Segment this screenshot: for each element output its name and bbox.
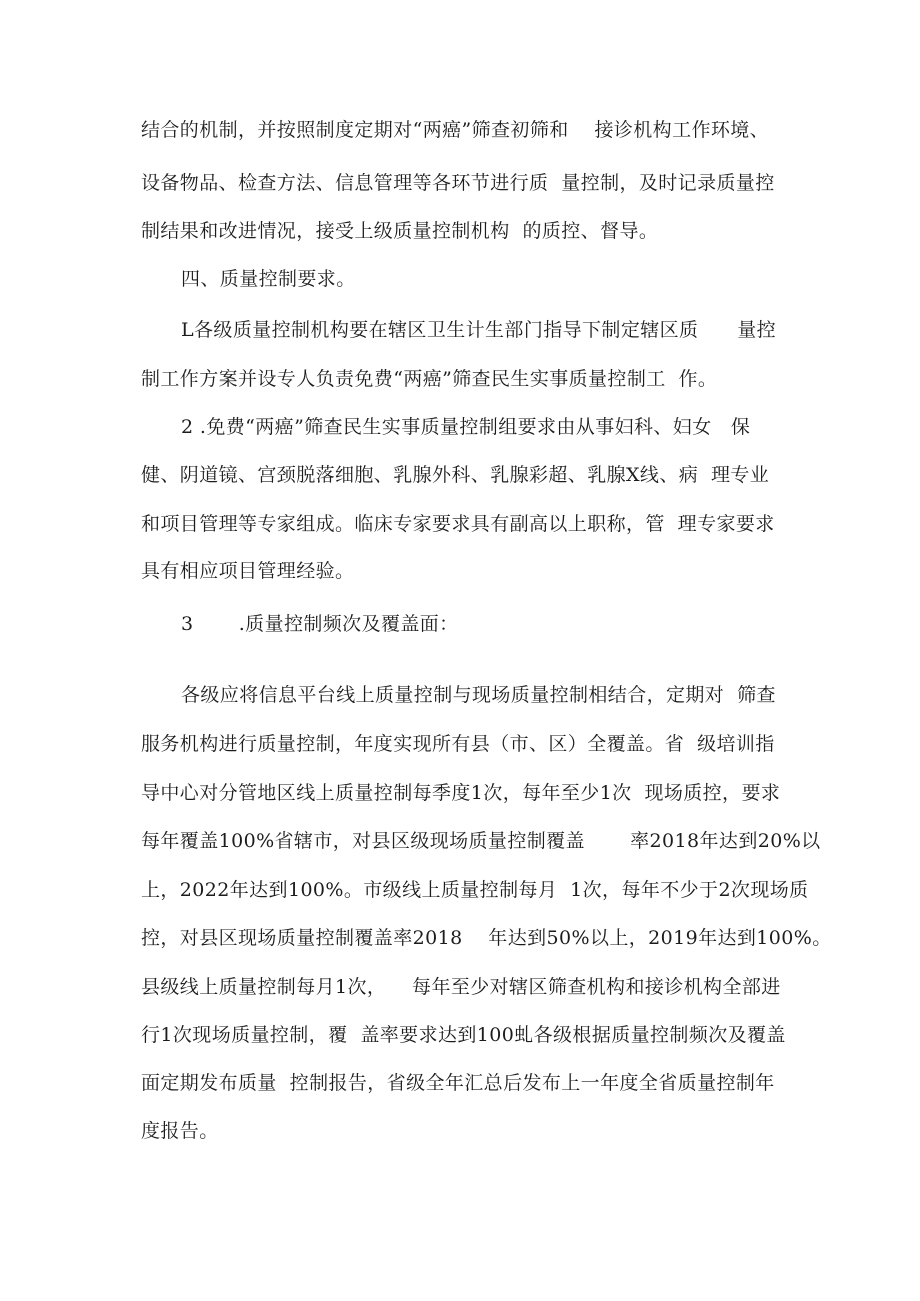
text-line: 控，对县区现场质量控制覆盖率2018 年达到50%以上，2019年达到100%。: [141, 927, 832, 949]
text-line: 健、阴道镜、宫颈脱落细胞、乳腺外科、乳腺彩超、乳腺X线、病 理专业: [141, 464, 770, 486]
text-line: 结合的机制，并按照制度定期对“两癌”筛查初筛和 接诊机构工作环境、: [141, 119, 770, 141]
text-line: 面定期发布质量 控制报告，省级全年汇总后发布上一年度全省质量控制年: [141, 1072, 775, 1094]
text-line: 2 .免费“两癌”筛查民生实事质量控制组要求由从事妇科、妇女 保: [181, 416, 751, 438]
text-line: L各级质量控制机构要在辖区卫生计生部门指导下制定辖区质 量控: [181, 319, 777, 341]
text-line: 各级应将信息平台线上质量控制与现场质量控制相结合，定期对 筛查: [181, 684, 776, 706]
subsection-heading: 3 .质量控制频次及覆盖面：: [181, 613, 459, 635]
text-line: 上，2022年达到100%。市级线上质量控制每月 1次，每年不少于2次现场质: [141, 879, 809, 901]
text-line: 和项目管理等专家组成。临床专家要求具有副高以上职称，管 理专家要求: [141, 513, 775, 535]
section-heading: 四、质量控制要求。: [181, 268, 356, 290]
text-line: 行1次现场质量控制，覆 盖率要求达到100虬各级根据质量控制频次及覆盖: [141, 1024, 786, 1046]
text-line: 度报告。: [141, 1120, 219, 1142]
text-line: 具有相应项目管理经验。: [141, 560, 355, 582]
text-line: 制结果和改进情况，接受上级质量控制机构 的质控、督导。: [141, 220, 659, 242]
text-line: 服务机构进行质量控制，年度实现所有县（市、区）全覆盖。省 级培训指: [141, 733, 775, 755]
text-line: 制工作方案并设专人负责免费“两癌”筛查民生实事质量控制工 作。: [141, 368, 718, 390]
text-line: 设备物品、检查方法、信息管理等各环节进行质 量控制，及时记录质量控: [141, 172, 775, 194]
text-line: 导中心对分管地区线上质量控制每季度1次，每年至少1次 现场质控，要求: [141, 782, 781, 804]
text-line: 每年覆盖100%省辖市，对县区级现场质量控制覆盖 率2018年达到20%以: [141, 830, 821, 852]
text-line: 县级线上质量控制每月1次， 每年至少对辖区筛查机构和接诊机构全部进: [141, 976, 781, 998]
